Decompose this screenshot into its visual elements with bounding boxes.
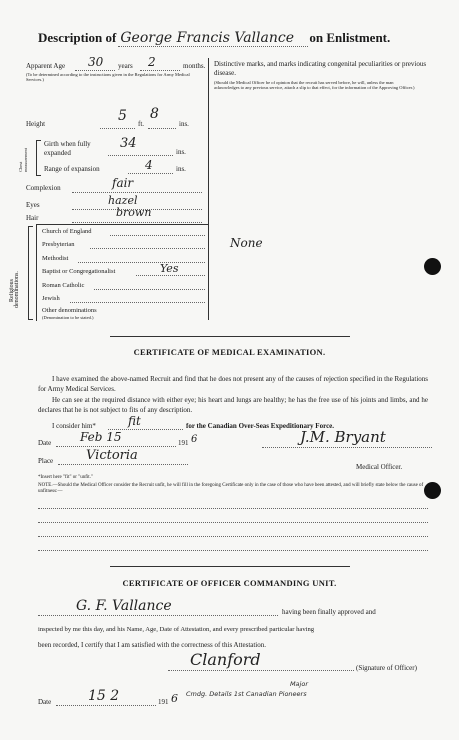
complexion-handwritten: fair [112, 176, 134, 190]
range-handwritten: 4 [145, 158, 153, 172]
eyes-handwritten: hazel [108, 194, 138, 207]
unfitness-line [38, 550, 428, 551]
stamp-rank: Major [289, 680, 308, 688]
range-label: Range of expansion [44, 165, 100, 173]
commanding-year-handwritten: 6 [171, 692, 178, 705]
name-handwritten: George Francis Vallance [120, 30, 294, 46]
commanding-stamp [186, 680, 316, 698]
age-note: (To be determined according to the instructions given in the Regulations for Army Medical Services.) [26, 72, 190, 82]
height-ft-handwritten: 5 [118, 108, 127, 124]
medical-para-1: I have examined the above-named Recruit and find that he does not present any of the causes of rejection specified in the Regulations for Army Medical Services. [38, 375, 428, 393]
apparent-age-label: Apparent Age [26, 62, 66, 70]
commanding-date-handwritten: 15 2 [88, 688, 120, 704]
title-underline [118, 46, 308, 47]
chest-label: Chest measurement [18, 148, 28, 172]
commanding-signature-label: (Signature of Officer) [356, 664, 417, 672]
eyes-label: Eyes [26, 201, 40, 209]
religion-line [70, 302, 205, 303]
title-suffix: on Enlistment. [309, 30, 391, 45]
chest-brace [36, 140, 41, 176]
medical-date-label: Date [38, 439, 52, 447]
hair-label: Hair [26, 214, 39, 222]
religion-side-label: Religious denominations. [9, 271, 20, 309]
years-label: years [118, 62, 133, 70]
medical-heading: CERTIFICATE OF MEDICAL EXAMINATION. [133, 347, 326, 357]
title-prefix: Description of [38, 30, 117, 45]
unfitness-line [38, 536, 428, 537]
consider-handwritten: fit [128, 414, 141, 428]
religion-line [136, 275, 205, 276]
religion-item: Other denominations [42, 307, 97, 314]
commanding-year-print: 191 [158, 698, 169, 706]
ins-label-range: ins. [176, 165, 186, 173]
medical-year-handwritten: 6 [191, 434, 198, 445]
religion-item: Presbyterian [42, 241, 75, 248]
religion-line [110, 235, 205, 236]
age-months-line [140, 70, 180, 71]
medical-signature-handwritten: J.M. Bryant [300, 428, 386, 446]
stamp-unit: Cmdg. Details 1st Canadian Pioneers [186, 690, 307, 698]
section-divider-1 [110, 336, 350, 337]
medical-place-handwritten: Victoria [86, 448, 138, 463]
medical-insert-note: *Insert here "fit" or "unfit." [38, 475, 93, 480]
religion-item: Baptist or Congregationalist [42, 268, 116, 275]
age-months-handwritten: 2 [148, 55, 156, 69]
religion-item: Jewish [42, 295, 60, 302]
commanding-signature-line [168, 670, 354, 671]
girth-handwritten: 34 [120, 136, 137, 151]
commanding-name-handwritten: G. F. Vallance [76, 598, 172, 614]
religion-other-note: (Denomination to be stated.) [42, 315, 94, 320]
marks-handwritten: None [230, 236, 263, 250]
medical-footnote: NOTE.—Should the Medical Officer consider the Recruit unfit, he will fill in the foregoing Certificate only in the case of those who have been attested, and will briefly state below the cause of unfitness:— [38, 483, 424, 494]
religion-line [78, 262, 205, 263]
height-ft-line [100, 128, 135, 129]
religion-item: Church of England [42, 228, 92, 235]
marks-note: (Should the Medical Officer be of opinion that the recruit has served before, he will, unless the man acknowledges to any previous service, attach a slip to that effect, for the information of the Approving Officer.) [214, 80, 415, 90]
medical-place-line [58, 464, 188, 465]
religion-item: Roman Catholic [42, 282, 85, 289]
age-years-line [75, 70, 115, 71]
commanding-date-label: Date [38, 698, 52, 706]
religion-brace [28, 226, 33, 320]
ft-label: ft. [138, 120, 145, 128]
height-in-handwritten: 8 [150, 106, 159, 122]
range-line [128, 173, 173, 174]
commanding-name-line [38, 615, 278, 616]
girth-label: Girth when fully expanded [44, 140, 91, 157]
religion-line [94, 289, 205, 290]
commanding-line-1: having been finally approved and [282, 608, 376, 616]
ins-label-height: ins. [179, 120, 189, 128]
commanding-line-2: inspected by me this day, and his Name, Age, Date of Attestation, and every prescribed particular having [38, 626, 315, 633]
medical-date-handwritten: Feb 15 [80, 430, 122, 444]
complexion-line [72, 192, 202, 193]
medical-place-label: Place [38, 457, 54, 465]
height-in-line [148, 128, 176, 129]
commanding-line-3: been recorded, I certify that I am satisfied with the correctness of this Attestation. [38, 641, 267, 649]
hair-handwritten: brown [116, 206, 152, 219]
hair-line [72, 222, 202, 223]
commanding-date-line [56, 705, 156, 706]
age-years-handwritten: 30 [88, 55, 104, 69]
consider-suffix: for the Canadian Over-Seas Expeditionary Force. [186, 422, 335, 430]
complexion-label: Complexion [26, 184, 61, 192]
medical-para-2: He can see at the required distance with either eye; his heart and lungs are healthy; he has the free use of his joints and limbs, and he declares that he is not subject to fits of any description. [38, 396, 428, 414]
girth-line [108, 155, 173, 156]
ins-label-girth: ins. [176, 148, 186, 156]
commanding-signature-handwritten: Clanford [190, 650, 261, 669]
punch-hole-top [424, 258, 441, 275]
religion-mark-handwritten: Yes [160, 262, 179, 275]
religion-line [90, 248, 205, 249]
religion-item: Methodist [42, 255, 69, 262]
unfitness-line [38, 508, 428, 509]
medical-signature-line [262, 447, 432, 448]
commanding-heading: CERTIFICATE OF OFFICER COMMANDING UNIT. [122, 578, 337, 588]
months-label: months. [183, 62, 206, 70]
section-divider-2 [110, 566, 350, 567]
unfitness-line [38, 522, 428, 523]
height-label: Height [26, 120, 46, 128]
consider-prefix: I consider him* [52, 422, 96, 430]
marks-heading: Distinctive marks, and marks indicating congenital peculiarities or previous disease. [214, 60, 427, 77]
medical-date-line [56, 446, 176, 447]
medical-officer-label: Medical Officer. [356, 463, 403, 471]
medical-year-print: 191 [178, 439, 189, 447]
